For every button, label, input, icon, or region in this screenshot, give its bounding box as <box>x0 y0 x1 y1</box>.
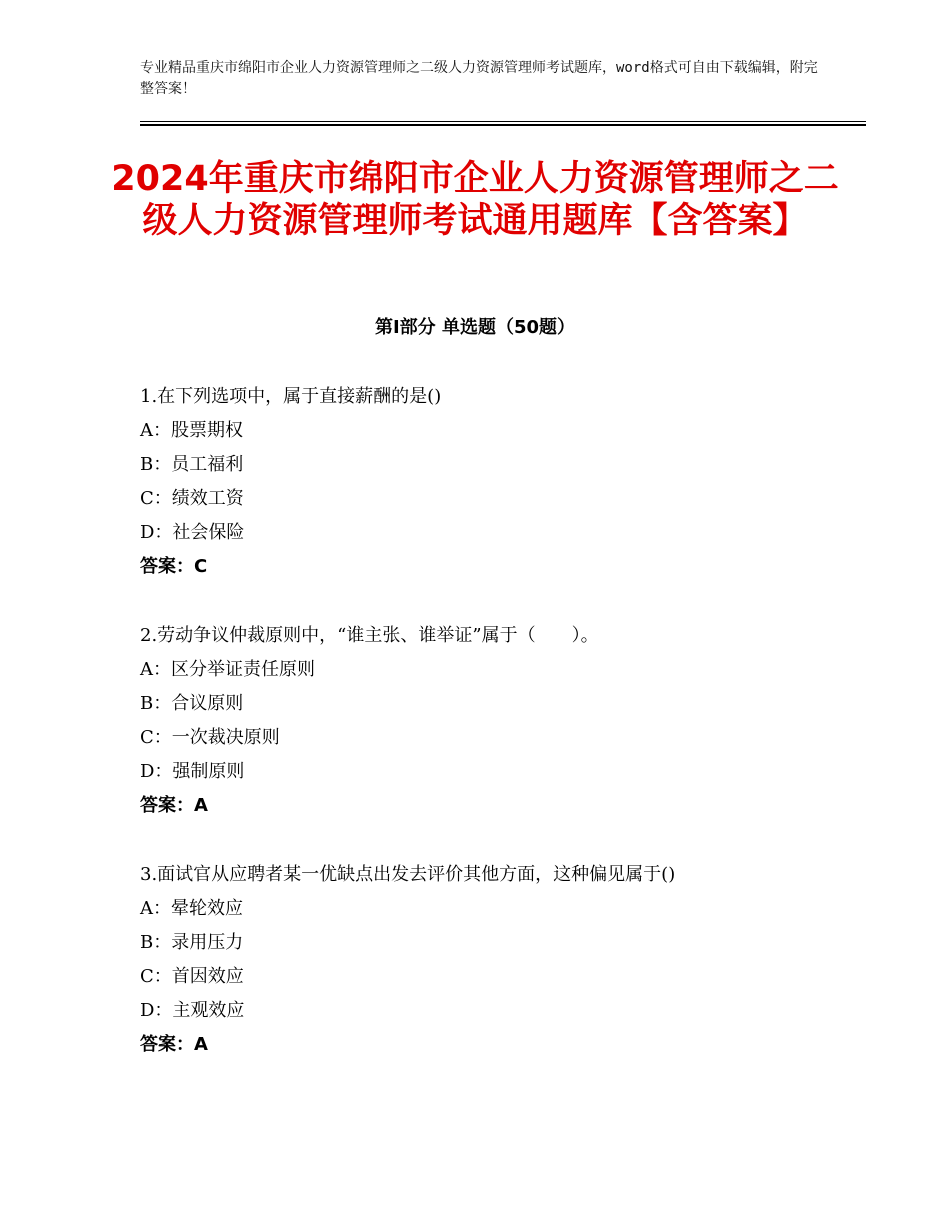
document-title: 2024年重庆市绵阳市企业人力资源管理师之二级人力资源管理师考试通用题库【含答案】 <box>111 159 839 241</box>
option-a: A：股票期权 <box>140 420 243 441</box>
option-c: C：绩效工资 <box>140 488 244 509</box>
header-divider-thin <box>140 121 866 122</box>
section-heading: 第Ⅰ部分 单选题（50题） <box>374 317 575 338</box>
option-d: D：主观效应 <box>140 1000 245 1021</box>
option-a: A：晕轮效应 <box>140 898 243 919</box>
option-a: A：区分举证责任原则 <box>140 659 315 680</box>
answer-line: 答案：A <box>140 1034 208 1055</box>
answer-line: 答案：C <box>140 556 208 577</box>
question-2 <box>140 619 860 823</box>
option-c: C：首因效应 <box>140 966 244 987</box>
option-d: D：社会保险 <box>140 522 245 543</box>
option-b: B：录用压力 <box>140 932 244 953</box>
header-note: 专业精品重庆市绵阳市企业人力资源管理师之二级人力资源管理师考试题库，word格式可自由下载编辑，附完整答案！ <box>140 60 818 97</box>
option-b: B：员工福利 <box>140 454 244 475</box>
option-d: D：强制原则 <box>140 761 245 782</box>
question-3 <box>140 858 860 1062</box>
option-c: C：一次裁决原则 <box>140 727 280 748</box>
header-divider-thick <box>140 124 866 126</box>
question-stem: 1.在下列选项中，属于直接薪酬的是() <box>140 386 442 407</box>
question-stem: 3.面试官从应聘者某一优缺点出发去评价其他方面，这种偏见属于() <box>140 864 676 885</box>
answer-line: 答案：A <box>140 795 208 816</box>
question-stem: 2.劳动争议仲裁原则中，“谁主张、谁举证”属于（ ）。 <box>140 625 599 646</box>
option-b: B：合议原则 <box>140 693 244 714</box>
question-1 <box>140 380 860 584</box>
